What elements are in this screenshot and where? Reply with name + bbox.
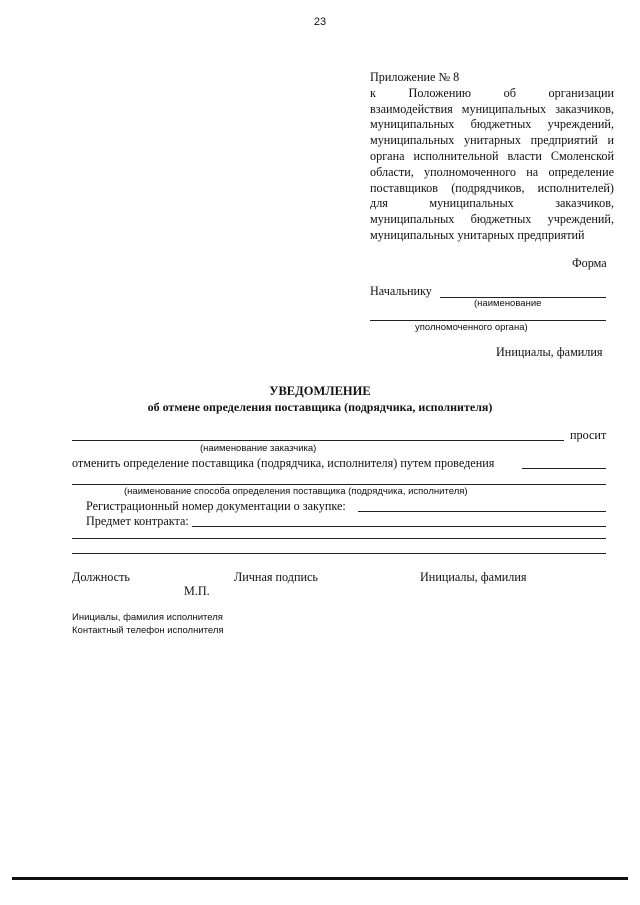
appendix-line: к Положению об организации (370, 85, 614, 100)
appendix-line: для муниципальных заказчиков, (370, 196, 614, 211)
cancel-text: отменить определение поставщика (подрядчика, исполнителя) путем проведения (72, 456, 495, 470)
initials-label: Инициалы, фамилия (420, 570, 527, 584)
appendix-line: области, уполномоченного на определение (370, 164, 614, 179)
stamp-label: М.П. (184, 584, 210, 598)
reg-number-line (358, 511, 606, 512)
appendix-line: муниципальных бюджетных учреждений, (370, 117, 614, 132)
position-label: Должность (72, 570, 130, 584)
method-line-end (522, 468, 606, 469)
document-subtitle: об отмене определения поставщика (подрядчика, исполнителя) (147, 400, 493, 414)
recipient-initials: Инициалы, фамилия (496, 345, 603, 359)
signature-label: Личная подпись (234, 570, 318, 584)
recipient-line-2 (370, 320, 606, 321)
recipient-hint: (наименование (474, 298, 542, 309)
executor-phone-label: Контактный телефон исполнителя (72, 625, 224, 636)
bottom-border (12, 877, 628, 880)
form-label: Форма (572, 256, 607, 270)
recipient-label: Начальнику (370, 284, 432, 298)
reg-number-label: Регистрационный номер документации о закупке: (86, 499, 346, 513)
subject-line-3 (72, 553, 606, 554)
appendix-line: органа исполнительной власти Смоленской (370, 148, 614, 163)
appendix-line: муниципальных унитарных предприятий и (370, 133, 614, 148)
subject-line-2 (72, 538, 606, 539)
customer-hint: (наименование заказчика) (200, 443, 317, 454)
appendix-line: муниципальных унитарных предприятий (370, 227, 585, 242)
appendix-line: взаимодействия муниципальных заказчиков, (370, 101, 614, 116)
page-number: 23 (313, 16, 327, 28)
document-title: УВЕДОМЛЕНИЕ (269, 384, 371, 398)
subject-label: Предмет контракта: (86, 514, 189, 528)
appendix-block (370, 70, 614, 244)
method-line (72, 484, 606, 485)
subject-line (192, 526, 606, 527)
method-hint: (наименование способа определения поставщика (подрядчика, исполнителя) (124, 486, 468, 497)
customer-line (72, 440, 564, 441)
appendix-line: муниципальных бюджетных учреждений, (370, 212, 614, 227)
executor-name-label: Инициалы, фамилия исполнителя (72, 612, 223, 623)
appendix-line: Приложение № 8 (370, 70, 460, 84)
prosit-text: просит (570, 428, 607, 442)
appendix-line: поставщиков (подрядчиков, исполнителей) (370, 180, 614, 195)
recipient-hint-2: уполномоченного органа) (415, 322, 528, 333)
